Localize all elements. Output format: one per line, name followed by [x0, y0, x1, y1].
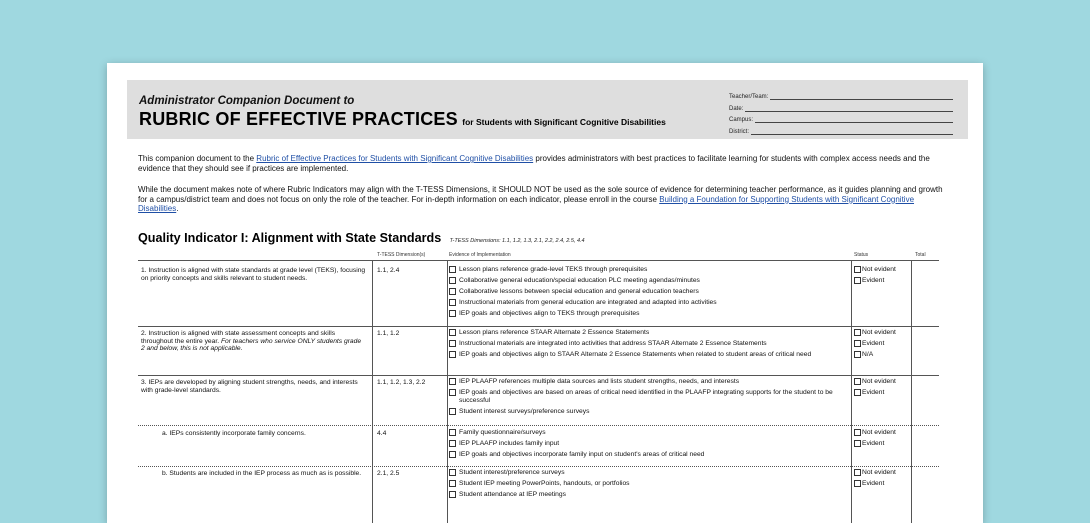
- checkbox[interactable]: [854, 389, 861, 396]
- evidence-item[interactable]: Family questionnaire/surveys: [449, 429, 847, 437]
- checkbox[interactable]: [449, 451, 456, 458]
- rubric-link[interactable]: Rubric of Effective Practices for Students with Significant Cognitive Disabilities: [256, 154, 534, 163]
- checkbox[interactable]: [449, 480, 456, 487]
- campus-field[interactable]: Campus:: [729, 112, 953, 124]
- criterion-1: 1. Instruction is aligned with state standards at grade level (TEKS), focusing on priority concepts and skills relevant to student needs.: [141, 267, 366, 282]
- checkbox[interactable]: [854, 469, 861, 476]
- checkbox[interactable]: [449, 351, 456, 358]
- quality-indicator-title: Quality Indicator I: Alignment with State Standards: [138, 231, 442, 245]
- checkbox[interactable]: [854, 351, 861, 358]
- status-3: [854, 378, 896, 400]
- evidence-item[interactable]: Student attendance at IEP meetings: [449, 491, 847, 499]
- evidence-list-3b: [449, 469, 847, 502]
- quality-indicator-dimensions: T-TESS Dimensions: 1.1, 1.2, 1.3, 2.1, 2.2, 2.4, 2.5, 4.4: [449, 238, 585, 244]
- document-header: [127, 80, 968, 139]
- column-header-total: Total: [915, 252, 926, 258]
- status-option[interactable]: Evident: [854, 277, 896, 285]
- status-3b: [854, 469, 896, 491]
- evidence-item[interactable]: IEP goals and objectives incorporate family input on student's areas of critical need: [449, 451, 847, 459]
- status-option[interactable]: Not evident: [854, 469, 896, 477]
- column-divider: [851, 260, 852, 523]
- evidence-item[interactable]: Lesson plans reference grade-level TEKS through prerequisites: [449, 266, 847, 274]
- checkbox[interactable]: [449, 378, 456, 385]
- intro-paragraph-2: While the document makes note of where Rubric Indicators may align with the T-TESS Dimensions, it SHOULD NOT be used as the sole source of evidence for determining teacher performance, as it guides planning and growth for a campus/district team and does not focus on only the role of the teacher. For in-depth information on each indicator, please enroll in the course Building a Foundation for Supporting Students with Significant Cognitive Disabilities.: [138, 185, 943, 214]
- column-divider: [447, 260, 448, 523]
- checkbox[interactable]: [449, 491, 456, 498]
- checkbox[interactable]: [449, 266, 456, 273]
- criterion-3a: a. IEPs consistently incorporate family concerns.: [162, 430, 306, 437]
- checkbox[interactable]: [854, 378, 861, 385]
- evidence-list-1: [449, 266, 847, 320]
- checkbox[interactable]: [449, 389, 456, 396]
- status-2: [854, 329, 896, 362]
- status-option[interactable]: Evident: [854, 389, 896, 397]
- intro-paragraph-1: This companion document to the Rubric of Effective Practices for Students with Significant Cognitive Disabilities provides administrators with best practices to facilitate learning for students with complex access needs and the evidence that they should see if practices are implemented.: [138, 154, 930, 173]
- column-header-status: Status: [854, 252, 869, 258]
- evidence-item[interactable]: Instructional materials are integrated into activities that address STAAR Alternate 2 Essence Statements: [449, 340, 847, 348]
- title-main: RUBRIC OF EFFECTIVE PRACTICES: [139, 109, 458, 129]
- checkbox[interactable]: [449, 440, 456, 447]
- evidence-item[interactable]: Instructional materials from general education are integrated and adapted into activities: [449, 299, 847, 307]
- evidence-item[interactable]: Student interest/preference surveys: [449, 469, 847, 477]
- quality-indicator-heading: [138, 229, 585, 247]
- table-rule: [138, 425, 939, 426]
- table-rule: [138, 375, 939, 376]
- dimensions-3a: 4.4: [377, 430, 387, 437]
- status-option[interactable]: Evident: [854, 480, 896, 488]
- status-option[interactable]: Evident: [854, 440, 896, 448]
- status-1: [854, 266, 896, 288]
- status-option[interactable]: Not evident: [854, 429, 896, 437]
- checkbox[interactable]: [449, 299, 456, 306]
- dimensions-3b: 2.1, 2.5: [377, 470, 400, 477]
- evidence-item[interactable]: IEP PLAAFP includes family input: [449, 440, 847, 448]
- criterion-3: 3. IEPs are developed by aligning student strengths, needs, and interests with grade-level standards.: [141, 379, 358, 394]
- checkbox[interactable]: [854, 429, 861, 436]
- dimensions-3: 1.1, 1.2, 1.3, 2.2: [377, 379, 426, 386]
- column-header-evidence: Evidence of Implementation: [449, 252, 511, 258]
- checkbox[interactable]: [854, 480, 861, 487]
- status-option[interactable]: Evident: [854, 340, 896, 348]
- status-option[interactable]: Not evident: [854, 266, 896, 274]
- checkbox[interactable]: [449, 329, 456, 336]
- evidence-list-2: [449, 329, 847, 362]
- evidence-list-3: [449, 378, 847, 418]
- evidence-item[interactable]: IEP goals and objectives align to TEKS through prerequisites: [449, 310, 847, 318]
- status-3a: [854, 429, 896, 451]
- evidence-item[interactable]: Student IEP meeting PowerPoints, handouts, or portfolios: [449, 480, 847, 488]
- checkbox[interactable]: [854, 266, 861, 273]
- title-suffix: for Students with Significant Cognitive Disabilities: [462, 117, 666, 127]
- evidence-list-3a: [449, 429, 847, 462]
- criterion-2-note: For teachers who service ONLY students grade 2 and below, this is not applicable.: [141, 337, 362, 353]
- evidence-item[interactable]: Student interest surveys/preference surveys: [449, 408, 847, 416]
- column-header-dimension: T-TESS Dimension(s): [377, 252, 426, 258]
- dimensions-2: 1.1, 1.2: [377, 330, 400, 337]
- checkbox[interactable]: [449, 340, 456, 347]
- evidence-item[interactable]: Collaborative general education/special education PLC meeting agendas/minutes: [449, 277, 847, 285]
- checkbox[interactable]: [449, 288, 456, 295]
- criterion-3b: b. Students are included in the IEP process as much as is possible.: [162, 470, 362, 477]
- checkbox[interactable]: [854, 440, 861, 447]
- evidence-item[interactable]: Collaborative lessons between special education and general education teachers: [449, 288, 847, 296]
- table-rule: [138, 260, 939, 261]
- district-field[interactable]: District:: [729, 123, 953, 135]
- header-fields: [729, 88, 953, 135]
- evidence-item[interactable]: IEP goals and objectives align to STAAR Alternate 2 Essence Statements when related to student areas of critical need: [449, 351, 847, 359]
- table-rule: [138, 466, 939, 467]
- table-rule: [138, 326, 939, 327]
- document-title: [139, 109, 666, 130]
- course-link[interactable]: Building a Foundation for Supporting Students with Significant Cognitive Disabilities: [138, 194, 915, 214]
- status-option[interactable]: N/A: [854, 351, 896, 359]
- checkbox[interactable]: [854, 340, 861, 347]
- checkbox[interactable]: [854, 277, 861, 284]
- checkbox[interactable]: [449, 429, 456, 436]
- column-divider: [372, 260, 373, 523]
- evidence-item[interactable]: IEP goals and objectives are based on areas of critical need identified in the PLAAFP integrating supports for the student to be successful: [449, 389, 847, 405]
- checkbox[interactable]: [449, 310, 456, 317]
- checkbox[interactable]: [449, 469, 456, 476]
- document-subtitle: Administrator Companion Document to: [139, 95, 355, 107]
- column-divider: [911, 260, 912, 523]
- status-option[interactable]: Not evident: [854, 329, 896, 337]
- checkbox[interactable]: [449, 277, 456, 284]
- checkbox[interactable]: [854, 329, 861, 336]
- status-option[interactable]: Not evident: [854, 378, 896, 386]
- document-page: [107, 63, 983, 523]
- checkbox[interactable]: [449, 408, 456, 415]
- evidence-item[interactable]: IEP PLAAFP references multiple data sources and lists student strengths, needs, and interests: [449, 378, 847, 386]
- teacher-team-field[interactable]: Teacher/Team:: [729, 88, 953, 100]
- dimensions-1: 1.1, 2.4: [377, 267, 400, 274]
- evidence-item[interactable]: Lesson plans reference STAAR Alternate 2 Essence Statements: [449, 329, 847, 337]
- criterion-2: 2. Instruction is aligned with state assessment concepts and skills throughout the entire year. For teachers who service ONLY students grade 2 and below, this is not applicable.: [141, 330, 362, 353]
- date-field[interactable]: Date:: [729, 100, 953, 112]
